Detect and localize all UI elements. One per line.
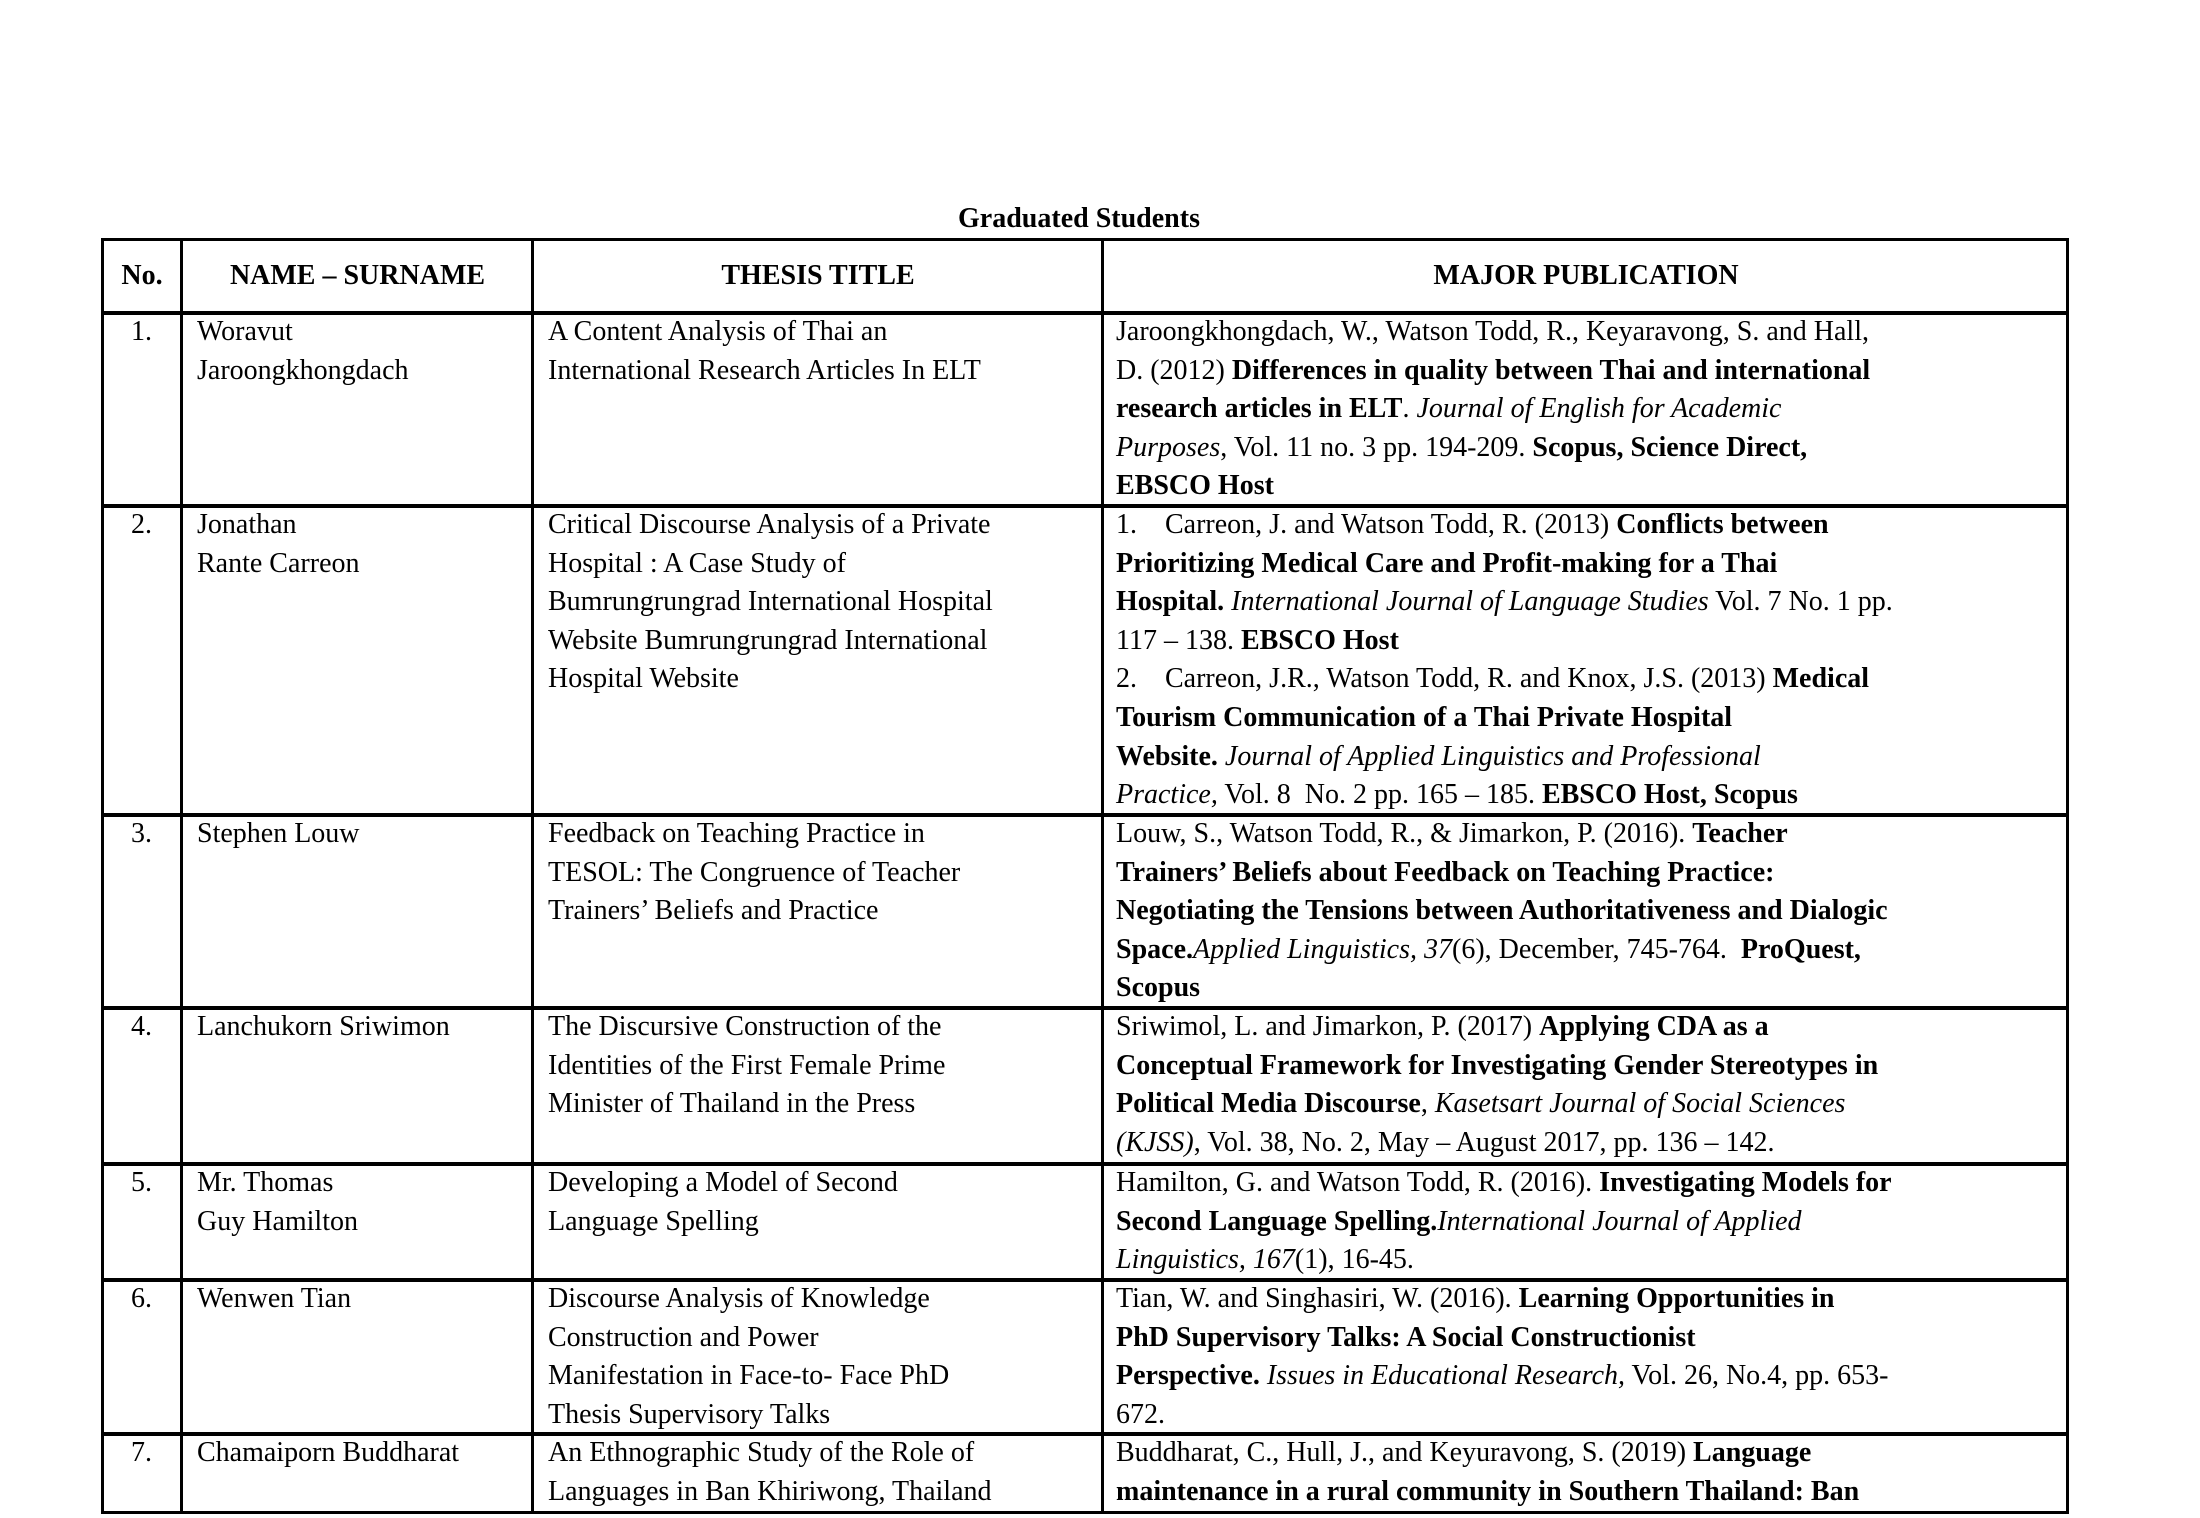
bold-text: research articles in ELT: [1116, 393, 1403, 425]
major-publication: [1116, 1434, 1859, 1511]
table-rule-vertical: [1101, 239, 1104, 1512]
publication-line: [1116, 313, 1870, 352]
text: Buddharat, C., Hull, J., and Keyuravong, S. (2019): [1116, 1437, 1694, 1468]
bold-text: Trainers’ Beliefs about Feedback on Teaching Practice:: [1116, 856, 1775, 888]
bold-text: Applying CDA as a: [1539, 1011, 1769, 1042]
text: (1), 16-45.: [1294, 1244, 1414, 1276]
thesis-title: [548, 313, 981, 390]
name-line: Jaroongkhongdach: [197, 354, 409, 386]
thesis-line: A Content Analysis of Thai an: [548, 316, 888, 347]
name-line: Lanchukorn Sriwimon: [197, 1011, 450, 1042]
table-rule-horizontal: [101, 1162, 2069, 1166]
student-name: [197, 1280, 351, 1319]
title-text: Graduated Students: [958, 203, 1200, 234]
major-publication: [1116, 1164, 1892, 1280]
publication-line: [1116, 1047, 1878, 1086]
italic-text: Issues in Educational Research,: [1259, 1360, 1626, 1392]
publication-line: [1116, 776, 1893, 815]
text: (6), December, 745-764.: [1452, 933, 1741, 965]
text: 2. Carreon, J.R., Watson Todd, R. and Knox, J.S. (2013): [1116, 663, 1773, 695]
thesis-line: Developing a Model of Second: [548, 1167, 898, 1198]
thesis-line: Critical Discourse Analysis of a Private: [548, 509, 991, 540]
bold-text: Medical: [1772, 663, 1870, 695]
publication-line: [1116, 738, 1893, 777]
row-number: 2.: [131, 509, 152, 540]
thesis-line: Hospital : A Case Study of: [548, 547, 846, 579]
name-line: Stephen Louw: [197, 818, 360, 849]
bold-text: Scopus, Science Direct,: [1532, 431, 1808, 463]
row-number: 1.: [131, 316, 152, 347]
name-line: Chamaiporn Buddharat: [197, 1437, 460, 1468]
text: Vol. 7 No. 1 pp.: [1708, 586, 1893, 618]
publication-line: [1116, 506, 1893, 545]
name-line: Rante Carreon: [197, 547, 360, 579]
bold-text: Tourism Communication of a Thai Private Hospital: [1116, 701, 1733, 733]
publication-line: [1116, 1357, 1889, 1396]
text: Vol. 26, No.4, pp. 653-: [1625, 1360, 1889, 1392]
bold-text: maintenance in a rural community in Southern Thailand: Ban: [1116, 1475, 1860, 1507]
table-rule-horizontal: [101, 1278, 2069, 1282]
student-name: [197, 1164, 358, 1241]
major-publication: [1116, 815, 1888, 1008]
thesis-line: Languages in Ban Khiriwong, Thailand: [548, 1475, 992, 1507]
bold-text: Second Language Spelling.: [1116, 1205, 1438, 1237]
bold-text: Negotiating the Tensions between Authoritativeness and Dialogic: [1116, 895, 1888, 927]
row-number: 4.: [131, 1011, 152, 1042]
italic-text: (KJSS): [1116, 1126, 1194, 1158]
thesis-line: Minister of Thailand in the Press: [548, 1088, 916, 1120]
name-line: Woravut: [197, 316, 293, 347]
publication-line: [1116, 699, 1893, 738]
thesis-line: Identities of the First Female Prime: [548, 1049, 946, 1081]
thesis-line: Discourse Analysis of Knowledge: [548, 1283, 930, 1314]
table-rule-horizontal: [101, 813, 2069, 817]
thesis-title: [548, 1008, 945, 1124]
publication-line: [1116, 1241, 1892, 1280]
italic-text: Kasetsart Journal of Social Sciences: [1434, 1088, 1846, 1120]
bold-text: Political Media Discourse: [1116, 1088, 1421, 1120]
thesis-title: [548, 1164, 898, 1241]
publication-line: [1116, 467, 1870, 506]
table-rule-horizontal: [101, 1006, 2069, 1010]
major-publication: [1116, 313, 1870, 506]
thesis-title: [548, 1280, 949, 1434]
student-name: [197, 815, 360, 854]
thesis-line: International Research Articles In ELT: [548, 354, 981, 386]
bold-text: Hospital.: [1116, 586, 1225, 618]
publication-line: [1116, 352, 1870, 391]
bold-text: Differences in quality between Thai and international: [1231, 354, 1871, 386]
publication-line: [1116, 969, 1888, 1008]
text: Hamilton, G. and Watson Todd, R. (2016).: [1116, 1167, 1600, 1198]
table-rule-horizontal: [101, 238, 2069, 241]
text: 117 – 138.: [1116, 624, 1241, 656]
italic-text: Practice,: [1116, 779, 1218, 811]
student-name: [197, 1008, 450, 1047]
bold-text: Website.: [1116, 740, 1218, 772]
text: ,: [1420, 1088, 1435, 1120]
italic-text: Journal of Applied Linguistics and Professional: [1217, 740, 1761, 772]
major-publication: [1116, 506, 1893, 815]
bold-text: Learning Opportunities in: [1518, 1283, 1835, 1314]
table-rule-vertical: [2066, 239, 2069, 1512]
thesis-line: Language Spelling: [548, 1205, 759, 1237]
bold-text: Investigating Models for: [1599, 1167, 1892, 1198]
publication-line: [1116, 583, 1893, 622]
publication-line: [1116, 622, 1893, 661]
name-line: Jonathan: [197, 509, 297, 540]
thesis-line: An Ethnographic Study of the Role of: [548, 1437, 975, 1468]
bold-text: Conceptual Framework for Investigating Gender Stereotypes in: [1116, 1049, 1879, 1081]
name-line: Mr. Thomas: [197, 1167, 334, 1198]
publication-line: [1116, 660, 1893, 699]
text: .: [1402, 393, 1417, 425]
table-rule-horizontal: [101, 1432, 2069, 1436]
table-rule-horizontal: [101, 311, 2069, 315]
text: D. (2012): [1116, 354, 1232, 386]
bold-text: Teacher: [1692, 818, 1788, 849]
text: Sriwimol, L. and Jimarkon, P. (2017): [1116, 1011, 1540, 1042]
thesis-line: Trainers’ Beliefs and Practice: [548, 895, 879, 927]
publication-line: [1116, 390, 1870, 429]
student-name: [197, 313, 409, 390]
row-number: 6.: [131, 1283, 152, 1314]
publication-line: [1116, 854, 1888, 893]
text: Jaroongkhongdach, W., Watson Todd, R., Keyaravong, S. and Hall,: [1116, 316, 1869, 347]
thesis-line: TESOL: The Congruence of Teacher: [548, 856, 961, 888]
name-line: Wenwen Tian: [197, 1283, 352, 1314]
publication-line: [1116, 892, 1888, 931]
name-line: Guy Hamilton: [197, 1205, 358, 1237]
header-publication: MAJOR PUBLICATION: [1433, 260, 1739, 291]
italic-text: Linguistics, 167: [1116, 1244, 1295, 1276]
student-name: [197, 1434, 459, 1473]
text: Louw, S., Watson Todd, R., & Jimarkon, P. (2016).: [1116, 818, 1693, 849]
italic-text: International Journal of Language Studies: [1224, 586, 1709, 618]
bold-text: ProQuest,: [1740, 933, 1861, 965]
thesis-line: Bumrungrungrad International Hospital: [548, 586, 993, 618]
text: Tian, W. and Singhasiri, W. (2016).: [1116, 1283, 1519, 1314]
bold-text: Prioritizing Medical Care and Profit-making for a Thai: [1116, 547, 1778, 579]
major-publication: [1116, 1008, 1878, 1162]
publication-line: [1116, 815, 1888, 854]
header-name: NAME – SURNAME: [229, 260, 486, 291]
page-title: [0, 202, 2200, 236]
student-name: [197, 506, 360, 583]
thesis-title: [548, 506, 993, 699]
publication-line: [1116, 1396, 1889, 1435]
publication-line: [1116, 1473, 1859, 1512]
header-thesis: THESIS TITLE: [721, 260, 915, 291]
bold-text: EBSCO Host, Scopus: [1541, 779, 1798, 811]
publication-line: [1116, 1008, 1878, 1047]
major-publication: [1116, 1280, 1889, 1434]
table-rule-vertical: [101, 239, 104, 1512]
publication-line: [1116, 1085, 1878, 1124]
publication-line: [1116, 545, 1893, 584]
bold-text: Perspective.: [1116, 1360, 1260, 1392]
publication-line: [1116, 1280, 1889, 1319]
thesis-line: Feedback on Teaching Practice in: [548, 818, 925, 849]
row-number: 5.: [131, 1167, 152, 1198]
bold-text: Scopus: [1116, 972, 1201, 1004]
table-rule-vertical: [531, 239, 534, 1512]
publication-line: [1116, 429, 1870, 468]
thesis-line: Thesis Supervisory Talks: [548, 1398, 831, 1430]
italic-text: Journal of English for Academic: [1416, 393, 1782, 425]
header-no: No.: [121, 260, 163, 291]
table-rule-vertical: [180, 239, 183, 1512]
text: , Vol. 38, No. 2, May – August 2017, pp. 136 – 142.: [1193, 1126, 1775, 1158]
table-rule-horizontal: [101, 1511, 2069, 1514]
row-number: 7.: [131, 1437, 152, 1468]
bold-text: EBSCO Host: [1240, 624, 1399, 656]
publication-line: [1116, 1203, 1892, 1242]
bold-text: EBSCO Host: [1116, 470, 1274, 502]
text: Vol. 8 No. 2 pp. 165 – 185.: [1217, 779, 1542, 811]
italic-text: Applied Linguistics, 37: [1193, 933, 1452, 965]
thesis-line: Website Bumrungrungrad International: [548, 624, 988, 656]
bold-text: Language: [1693, 1437, 1812, 1468]
text: 1. Carreon, J. and Watson Todd, R. (2013): [1116, 509, 1617, 540]
bold-text: Space.: [1116, 933, 1193, 965]
text: , Vol. 11 no. 3 pp. 194-209.: [1220, 431, 1533, 463]
publication-line: [1116, 931, 1888, 970]
publication-line: [1116, 1164, 1892, 1203]
thesis-line: Hospital Website: [548, 663, 739, 695]
publication-line: [1116, 1319, 1889, 1358]
text: 672.: [1116, 1398, 1165, 1430]
thesis-title: [548, 1434, 992, 1511]
bold-text: Conflicts between: [1616, 509, 1829, 540]
italic-text: International Journal of Applied: [1437, 1205, 1802, 1237]
thesis-line: Construction and Power: [548, 1321, 819, 1353]
italic-text: Purposes: [1116, 431, 1221, 463]
table-rule-horizontal: [101, 504, 2069, 508]
thesis-line: Manifestation in Face-to- Face PhD: [548, 1360, 950, 1392]
bold-text: PhD Supervisory Talks: A Social Constructionist: [1116, 1321, 1696, 1353]
thesis-line: The Discursive Construction of the: [548, 1011, 942, 1042]
row-number: 3.: [131, 818, 152, 849]
publication-line: [1116, 1124, 1878, 1163]
publication-line: [1116, 1434, 1859, 1473]
thesis-title: [548, 815, 960, 931]
